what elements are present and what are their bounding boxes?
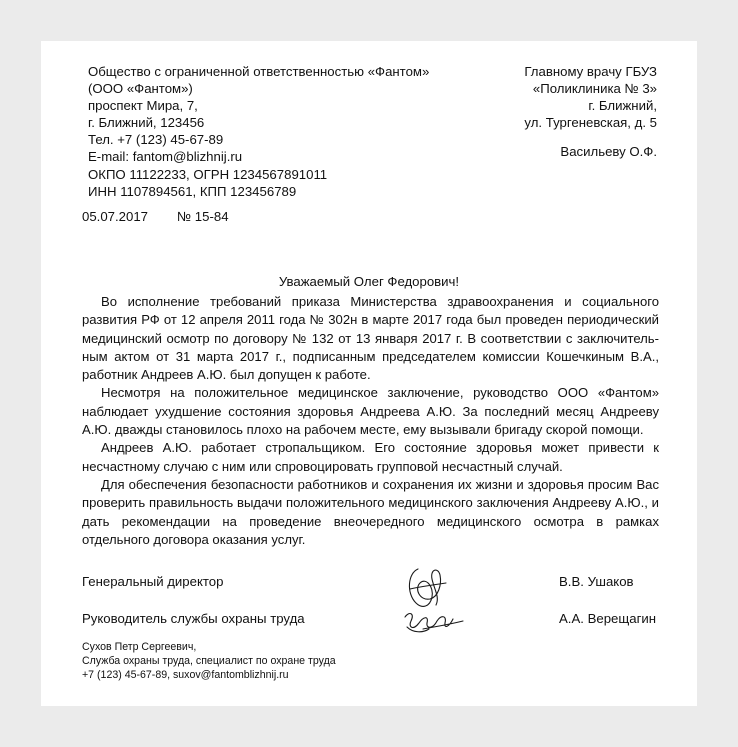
paragraph-1: Во исполнение требований приказа Министерства здравоохранения и социального развития РФ от 12 апреля 2011 года № 302н в марте 2017 года был проведен периодический медицинский осмотр по договору № 132 от 13 января 2017 г. В соответствии с заключительным актом от 31 марта 2017 г., подписанным председателем комиссии Кошечкиным В.А., работник Андреев А.Ю. был допущен к работе. bbox=[82, 294, 659, 383]
sender-inn-kpp: ИНН 1107894561, КПП 123456789 bbox=[88, 183, 297, 199]
executor-position: Служба охраны труда, специалист по охране труда bbox=[82, 655, 336, 668]
recipient-block bbox=[524, 63, 657, 160]
sender-block bbox=[88, 63, 429, 200]
ot-head-name: А.А. Верещагин bbox=[559, 611, 657, 626]
greeting: Уважаемый Олег Федорович! bbox=[278, 274, 460, 289]
recipient-city: г. Ближний, bbox=[588, 98, 657, 114]
letter-sheet bbox=[41, 41, 697, 706]
sender-street: проспект Мира, 7, bbox=[88, 98, 198, 114]
paragraph-3: Андреев А.Ю. работает стропальщиком. Его состояние здоровья может привести к несчастному случаю с ним или спровоцировать групповой несчастный случай. bbox=[82, 440, 659, 474]
sender-phone: Тел. +7 (123) 45-67-89 bbox=[88, 132, 224, 148]
recipient-street: ул. Тургеневская, д. 5 bbox=[524, 115, 657, 131]
document-number: № 15-84 bbox=[177, 209, 229, 224]
executor-block bbox=[82, 640, 336, 683]
director-title: Генеральный директор bbox=[82, 574, 224, 589]
recipient-org: «Поликлиника № 3» bbox=[532, 81, 657, 97]
sender-org-name: Общество с ограниченной ответственностью «Фантом» bbox=[88, 64, 430, 79]
executor-name: Сухов Петр Сергеевич, bbox=[82, 641, 197, 653]
sender-city: г. Ближний, 123456 bbox=[88, 115, 205, 131]
director-name: В.В. Ушаков bbox=[559, 574, 634, 589]
letter-body bbox=[82, 293, 659, 549]
paragraph-4: Для обеспечения безопасности работников и сохранения их жизни и здоровья просим Вас проверить правильность выдачи положительного медицинского заключения Андрееву А.Ю., и дать рекомендации на проведение внеочередного медицинского осмотра в рамках отдельного договора оказания услуг. bbox=[82, 476, 659, 547]
ot-head-title: Руководитель службы охраны труда bbox=[82, 611, 305, 626]
recipient-position: Главному врачу ГБУЗ bbox=[524, 64, 657, 79]
sender-org-short: (ООО «Фантом») bbox=[88, 81, 193, 97]
recipient-name: Васильеву О.Ф. bbox=[560, 144, 657, 160]
sender-email: E-mail: fantom@blizhnij.ru bbox=[88, 149, 243, 165]
sender-okpo-ogrn: ОКПО 11122233, ОГРН 1234567891011 bbox=[88, 166, 328, 182]
executor-contacts: +7 (123) 45-67-89, suxov@fantomblizhnij.ru bbox=[82, 669, 289, 682]
ot-head-signature bbox=[399, 603, 469, 637]
document-date: 05.07.2017 bbox=[82, 209, 149, 224]
paragraph-2: Несмотря на положительное медицинское заключение, руководство ООО «Фантом» наблюдает ухудшение состояния здоровья Андреева А.Ю. За последний месяц Андрееву А.Ю. дважды становилось плохо на рабочем месте, ему вызывали бригаду скорой помощи. bbox=[82, 385, 659, 438]
